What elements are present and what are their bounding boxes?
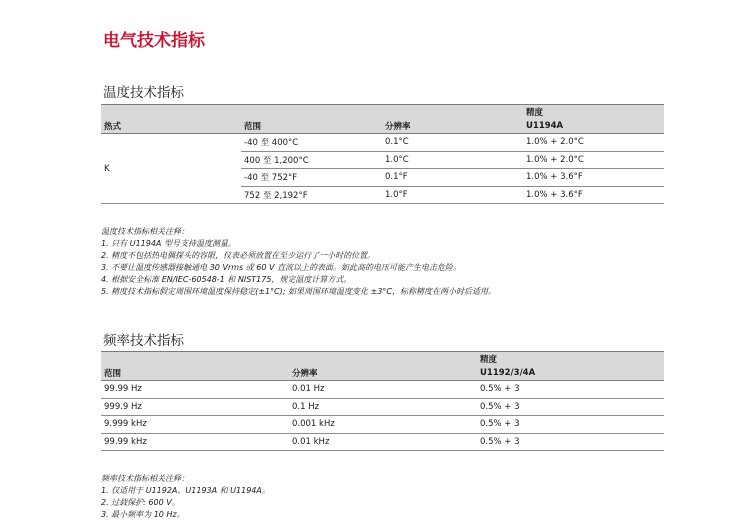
- resolution-cell: 1.0°F: [382, 186, 523, 204]
- accuracy-cell: 0.5% + 3: [477, 433, 664, 451]
- resolution-cell: 0.1 Hz: [289, 398, 477, 416]
- note-item: 5. 精度技术指标假定周围环境温度保持稳定(±1°C); 如果周围环境温度变化 ±3°C，标称精度在两小时后适用。: [101, 287, 496, 296]
- accuracy-cell: 0.5% + 3: [477, 398, 664, 416]
- frequency-section-title: 频率技术指标: [103, 333, 184, 349]
- temperature-header-model: U1194A: [523, 119, 664, 134]
- note-item: 3. 最小频率为 10 Hz。: [101, 510, 185, 519]
- frequency-notes: [101, 473, 270, 521]
- accuracy-cell: 1.0% + 3.6°F: [523, 186, 664, 204]
- temperature-header-accuracy: 精度: [523, 105, 664, 120]
- frequency-header-blank: [101, 352, 289, 367]
- frequency-header-row-top: [101, 352, 664, 367]
- accuracy-cell: 0.5% + 3: [477, 381, 664, 399]
- temperature-header-blank: [382, 105, 523, 120]
- frequency-header-model: U1192/3/4A: [477, 366, 664, 381]
- temperature-header-row-top: [101, 105, 664, 120]
- range-cell: 99.99 Hz: [101, 381, 289, 399]
- table-row: [101, 381, 664, 399]
- frequency-header-blank: [289, 352, 477, 367]
- note-item: 1. 仅适用于 U1192A、U1193A 和 U1194A。: [101, 486, 270, 495]
- note-item: 1. 只有 U1194A 型号支持温度测量。: [101, 239, 236, 248]
- frequency-header-range: 范围: [101, 366, 289, 381]
- range-cell: 752 至 2,192°F: [241, 186, 382, 204]
- resolution-cell: 0.1°C: [382, 134, 523, 152]
- page-title: 电气技术指标: [103, 31, 205, 51]
- frequency-header-row-bottom: [101, 366, 664, 381]
- note-item: 2. 精度不包括热电偶探头的容限，仪表必须放置在至少运行了一小时的位置。: [101, 251, 376, 260]
- table-row: [101, 433, 664, 451]
- table-row: [101, 398, 664, 416]
- frequency-header-resolution: 分辨率: [289, 366, 477, 381]
- resolution-cell: 0.01 kHz: [289, 433, 477, 451]
- thermocouple-type-cell: K: [101, 134, 241, 204]
- range-cell: 999.9 Hz: [101, 398, 289, 416]
- table-row: [101, 134, 664, 152]
- resolution-cell: 0.1°F: [382, 169, 523, 187]
- range-cell: -40 至 400°C: [241, 134, 382, 152]
- temperature-header-thermocouple: 热式: [101, 119, 241, 134]
- temperature-header-resolution: 分辨率: [382, 119, 523, 134]
- frequency-notes-title: 频率技术指标相关注释：: [101, 474, 189, 483]
- temperature-notes: [101, 226, 496, 298]
- range-cell: -40 至 752°F: [241, 169, 382, 187]
- accuracy-cell: 1.0% + 2.0°C: [523, 134, 664, 152]
- note-item: 2. 过载保护: 600 V。: [101, 498, 180, 507]
- resolution-cell: 1.0°C: [382, 151, 523, 169]
- temperature-section-title: 温度技术指标: [103, 85, 184, 101]
- temperature-header-blank: [101, 105, 241, 120]
- temperature-notes-title: 温度技术指标相关注释：: [101, 227, 189, 236]
- note-item: 3. 不要让温度传感器接触通电 30 Vrms 或 60 V 直流以上的表面。如此高的电压可能产生电击危险。: [101, 263, 461, 272]
- resolution-cell: 0.001 kHz: [289, 416, 477, 434]
- temperature-header-range: 范围: [241, 119, 382, 134]
- accuracy-cell: 1.0% + 3.6°F: [523, 169, 664, 187]
- temperature-header-row-bottom: [101, 119, 664, 134]
- range-cell: 9.999 kHz: [101, 416, 289, 434]
- frequency-table: [101, 351, 664, 451]
- range-cell: 400 至 1,200°C: [241, 151, 382, 169]
- temperature-table: [101, 104, 664, 204]
- accuracy-cell: 0.5% + 3: [477, 416, 664, 434]
- temperature-header-blank: [241, 105, 382, 120]
- range-cell: 99.99 kHz: [101, 433, 289, 451]
- table-row: [101, 416, 664, 434]
- resolution-cell: 0.01 Hz: [289, 381, 477, 399]
- note-item: 4. 根据安全标准 EN/IEC-60548-1 和 NIST175，规定温度计算方式。: [101, 275, 352, 284]
- accuracy-cell: 1.0% + 2.0°C: [523, 151, 664, 169]
- frequency-header-accuracy: 精度: [477, 352, 664, 367]
